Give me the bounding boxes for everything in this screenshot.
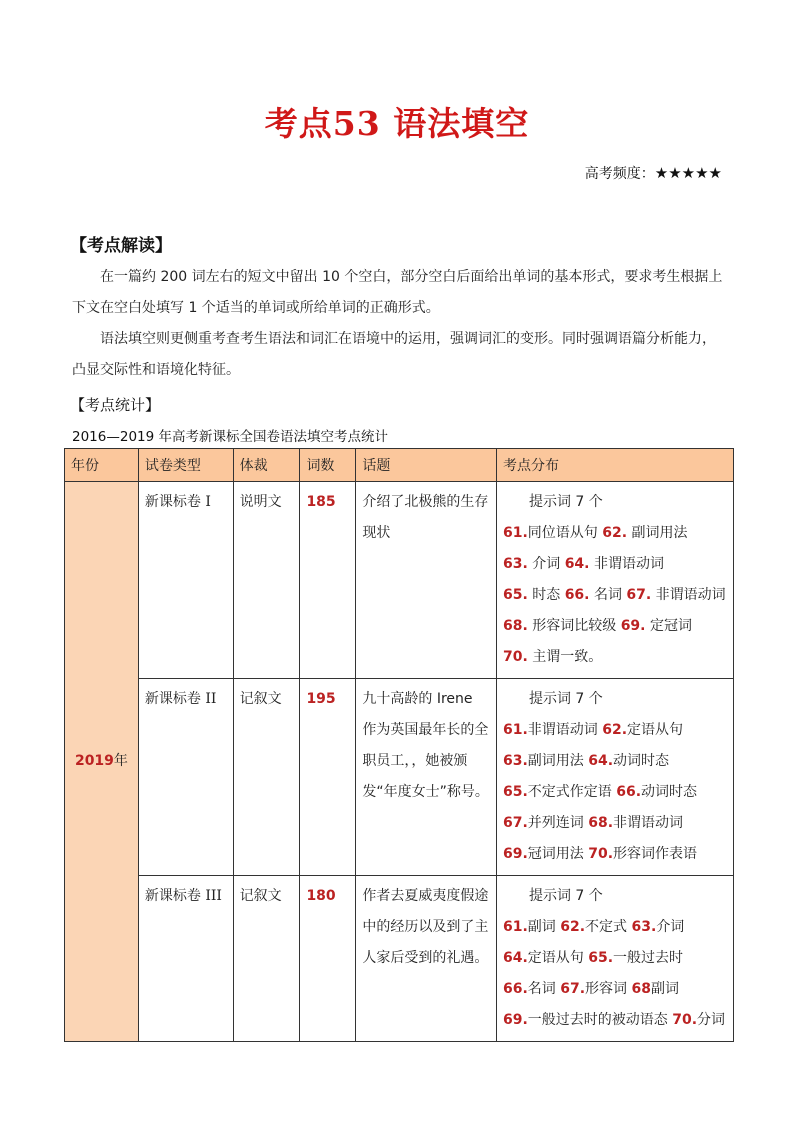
item-point: 介词	[656, 919, 685, 935]
word-count-cell: 185	[300, 482, 356, 679]
distribution-line	[503, 1005, 727, 1036]
distribution-line	[503, 777, 727, 808]
item-point: 非谓语动词	[613, 815, 684, 831]
topic-cell: 介绍了北极熊的生存现状	[356, 482, 497, 679]
item-number: 66.	[616, 784, 642, 800]
item-number: 68.	[588, 815, 614, 831]
distribution-cell	[496, 679, 733, 876]
item-number: 65.	[588, 950, 614, 966]
item-point: 动词时态	[613, 753, 670, 769]
item-point: 分词	[697, 1012, 726, 1028]
star-rating-icon: ★★★★★	[654, 164, 722, 182]
item-number: 67.	[502, 815, 528, 831]
item-number: 70.	[502, 649, 528, 665]
distribution-line	[503, 943, 727, 974]
item-point: 时态	[527, 587, 565, 603]
item-point: 形容词	[585, 981, 632, 997]
header-genre: 体裁	[233, 449, 300, 482]
item-number: 68.	[502, 618, 528, 634]
year-suffix: 年	[113, 753, 128, 769]
distribution-line	[503, 580, 727, 611]
item-point: 定冠词	[645, 618, 692, 634]
hint-count: 提示词 7 个	[528, 691, 603, 707]
header-paper-type: 试卷类型	[138, 449, 233, 482]
hint-count: 提示词 7 个	[528, 888, 603, 904]
word-count-cell: 195	[300, 679, 356, 876]
item-number: 61.	[502, 525, 528, 541]
table-row	[65, 679, 734, 876]
table-header-row	[65, 449, 734, 482]
item-point: 形容词比较级	[527, 618, 621, 634]
item-number: 68	[631, 981, 651, 997]
distribution-line	[503, 746, 727, 777]
paper-type-cell: 新课标卷 III	[138, 876, 233, 1042]
table-row	[65, 876, 734, 1042]
distribution-line	[503, 518, 727, 549]
genre-cell: 记叙文	[233, 876, 300, 1042]
hint-count: 提示词 7 个	[528, 494, 603, 510]
item-number: 62.	[560, 919, 586, 935]
distribution-line	[503, 912, 727, 943]
distribution-line	[503, 715, 727, 746]
topic-cell: 九十高龄的 Irene 作为英国最年长的全职员工，，她被颁发“年度女士”称号。	[356, 679, 497, 876]
word-count-cell: 180	[300, 876, 356, 1042]
year-cell	[65, 482, 139, 1042]
item-number: 65.	[502, 587, 528, 603]
item-point: 定语从句	[527, 950, 589, 966]
item-number: 64.	[502, 950, 528, 966]
item-point: 同位语从句	[527, 525, 603, 541]
header-distribution: 考点分布	[496, 449, 733, 482]
distribution-line	[503, 974, 727, 1005]
table-row	[65, 482, 734, 679]
frequency-label: 高考频度：	[584, 166, 655, 182]
item-point: 形容词作表语	[613, 846, 698, 862]
item-number: 63.	[502, 556, 528, 572]
item-point: 非谓语动词	[651, 587, 726, 603]
year-value: 2019	[74, 753, 114, 769]
item-number: 62.	[602, 722, 628, 738]
item-number: 64.	[564, 556, 590, 572]
frequency-rating	[585, 163, 722, 183]
item-point: 冠词用法	[527, 846, 589, 862]
item-point: 副词	[527, 919, 561, 935]
section-heading-interpret: 【考点解读】	[70, 236, 172, 256]
distribution-cell	[496, 482, 733, 679]
page-title: 考点53 语法填空	[264, 104, 530, 143]
item-number: 65.	[502, 784, 528, 800]
header-topic: 话题	[356, 449, 497, 482]
item-number: 67.	[626, 587, 652, 603]
item-point: 不定式作定语	[527, 784, 617, 800]
paper-type-cell: 新课标卷 II	[138, 679, 233, 876]
header-word-count: 词数	[300, 449, 356, 482]
header-year: 年份	[65, 449, 139, 482]
table-caption: 2016—2019 年高考新课标全国卷语法填空考点统计	[72, 429, 389, 445]
section-heading-stats: 【考点统计】	[70, 396, 161, 414]
item-number: 66.	[564, 587, 590, 603]
item-number: 63.	[631, 919, 657, 935]
item-point: 副词	[650, 981, 679, 997]
item-point: 不定式	[585, 919, 632, 935]
distribution-line	[503, 642, 727, 673]
item-point: 名词	[527, 981, 561, 997]
distribution-line	[503, 839, 727, 870]
item-number: 69.	[502, 846, 528, 862]
item-number: 70.	[588, 846, 614, 862]
interpret-paragraph-1: 在一篇约 200 词左右的短文中留出 10 个空白，部分空白后面给出单词的基本形式，要求考生根据上下文在空白处填写 1 个适当的单词或所给单词的正确形式。	[72, 269, 723, 316]
distribution-line	[503, 549, 727, 580]
item-number: 61.	[502, 919, 528, 935]
interpret-paragraph-2: 语法填空则更侧重考查考生语法和词汇在语境中的运用，强调词汇的变形。同时强调语篇分析能力，凸显交际性和语境化特征。	[72, 331, 716, 378]
paper-type-cell: 新课标卷 I	[138, 482, 233, 679]
item-point: 主谓一致。	[527, 649, 603, 665]
stats-table	[64, 448, 734, 1042]
item-point: 非谓语动词	[589, 556, 664, 572]
distribution-cell	[496, 876, 733, 1042]
genre-cell: 记叙文	[233, 679, 300, 876]
item-point: 并列连词	[527, 815, 589, 831]
item-number: 64.	[588, 753, 614, 769]
item-point: 定语从句	[627, 722, 684, 738]
item-number: 61.	[502, 722, 528, 738]
item-point: 名词	[589, 587, 627, 603]
topic-cell: 作者去夏威夷度假途中的经历以及到了主人家后受到的礼遇。	[356, 876, 497, 1042]
distribution-line	[503, 611, 727, 642]
item-point: 非谓语动词	[527, 722, 603, 738]
item-number: 66.	[502, 981, 528, 997]
item-point: 一般过去时	[613, 950, 684, 966]
genre-cell: 说明文	[233, 482, 300, 679]
item-point: 介词	[527, 556, 565, 572]
item-point: 副词用法	[527, 753, 589, 769]
item-point: 副词用法	[627, 525, 688, 541]
item-number: 62.	[602, 525, 628, 541]
item-number: 69.	[502, 1012, 528, 1028]
item-number: 63.	[502, 753, 528, 769]
item-number: 69.	[620, 618, 646, 634]
distribution-line	[503, 808, 727, 839]
item-point: 动词时态	[641, 784, 698, 800]
item-point: 一般过去时的被动语态	[527, 1012, 673, 1028]
item-number: 67.	[560, 981, 586, 997]
item-number: 70.	[672, 1012, 698, 1028]
